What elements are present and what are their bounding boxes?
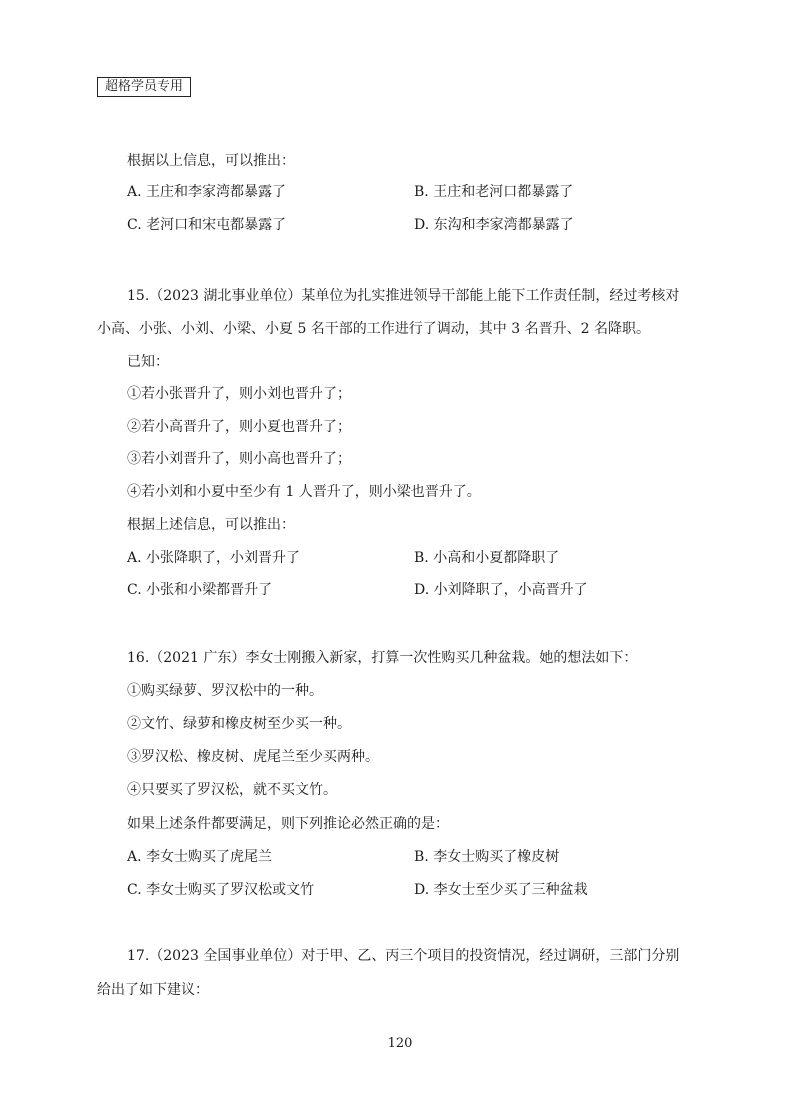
q15-condition-2: ②若小高晋升了，则小夏也晋升了； xyxy=(127,419,351,435)
q16-condition-3: ③罗汉松、橡皮树、虎尾兰至少买两种。 xyxy=(127,749,379,765)
q16-option-d: D. 李女士至少买了三种盆栽 xyxy=(414,882,588,898)
q14-option-b: B. 王庄和老河口都暴露了 xyxy=(414,184,574,200)
q16-prompt: 如果上述条件都要满足，则下列推论必然正确的是： xyxy=(127,816,449,832)
q16-option-b: B. 李女士购买了橡皮树 xyxy=(414,849,560,865)
q14-prompt: 根据以上信息，可以推出： xyxy=(127,153,295,169)
q14-option-c: C. 老河口和宋屯都暴露了 xyxy=(127,217,287,233)
q17-stem-line1: 17.（2023 全国事业单位）对于甲、乙、丙三个项目的投资情况，经过调研，三部门分别 xyxy=(127,948,680,964)
q15-prompt: 根据上述信息，可以推出： xyxy=(127,517,295,533)
q15-option-b: B. 小高和小夏都降职了 xyxy=(414,550,560,566)
page-number: 120 xyxy=(387,1036,413,1051)
q15-option-a: A. 小张降职了，小刘晋升了 xyxy=(127,550,301,566)
q15-option-d: D. 小刘降职了，小高晋升了 xyxy=(414,582,588,598)
q15-condition-4: ④若小刘和小夏中至少有 1 人晋升了，则小梁也晋升了。 xyxy=(127,484,481,500)
q15-stem-line2: 小高、小张、小刘、小梁、小夏 5 名干部的工作进行了调动，其中 3 名晋升、2 名降职。 xyxy=(97,321,650,337)
q17-stem-line2: 给出了如下建议： xyxy=(97,982,209,998)
q16-stem: 16.（2021 广东）李女士刚搬入新家，打算一次性购买几种盆栽。她的想法如下： xyxy=(127,650,638,666)
q14-option-a: A. 王庄和李家湾都暴露了 xyxy=(127,184,287,200)
q14-option-d: D. 东沟和李家湾都暴露了 xyxy=(414,217,574,233)
q15-condition-3: ③若小刘晋升了，则小高也晋升了； xyxy=(127,451,351,467)
q16-option-a: A. 李女士购买了虎尾兰 xyxy=(127,849,273,865)
q15-stem-line1: 15.（2023 湖北事业单位）某单位为扎实推进领导干部能上能下工作责任制，经过考核对 xyxy=(127,288,680,304)
q16-option-c: C. 李女士购买了罗汉松或文竹 xyxy=(127,882,315,898)
q16-condition-4: ④只要买了罗汉松，就不买文竹。 xyxy=(127,782,337,798)
q15-condition-1: ①若小张晋升了，则小刘也晋升了； xyxy=(127,386,351,402)
q15-option-c: C. 小张和小梁都晋升了 xyxy=(127,582,273,598)
q15-known: 已知： xyxy=(127,354,169,370)
q16-condition-1: ①购买绿萝、罗汉松中的一种。 xyxy=(127,683,323,699)
q16-condition-2: ②文竹、绿萝和橡皮树至少买一种。 xyxy=(127,716,351,732)
student-only-badge: 超格学员专用 xyxy=(97,77,191,97)
